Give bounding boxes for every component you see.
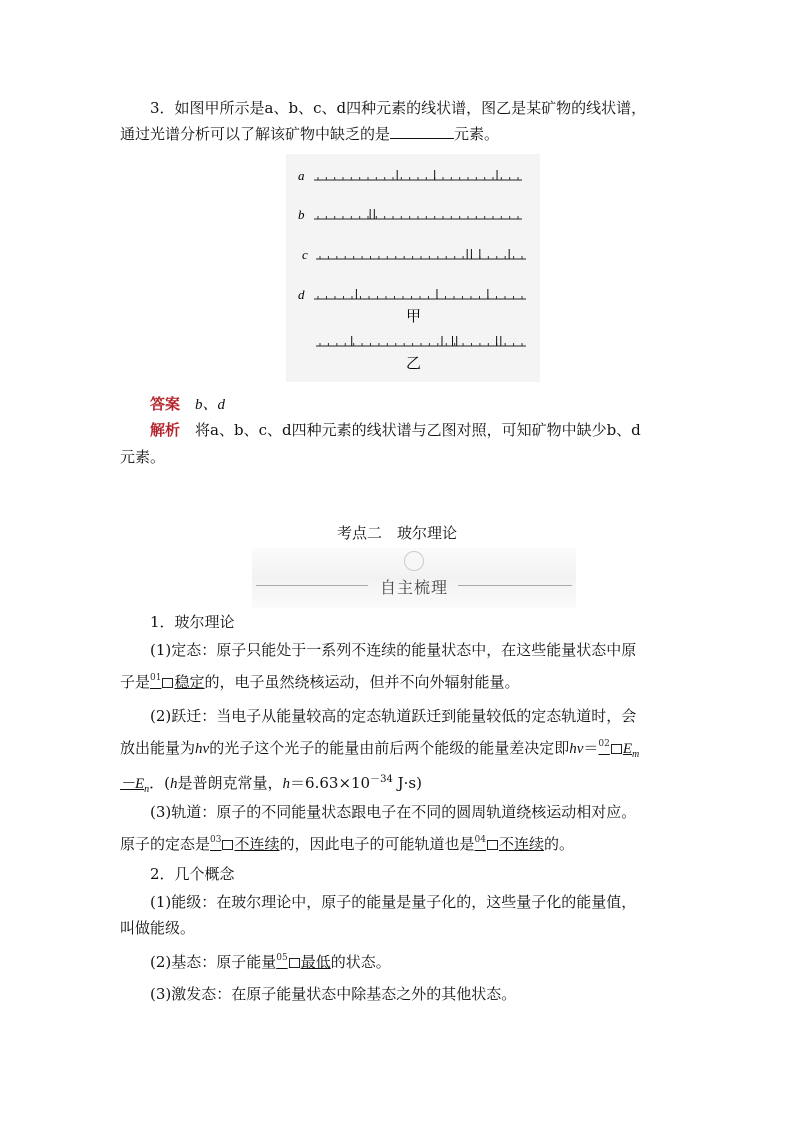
- q3-line-2: [120, 124, 499, 144]
- p1-heading: 1．玻尔理论: [150, 613, 235, 631]
- math-eq: ＝: [583, 739, 599, 757]
- math-E: －E: [120, 776, 145, 792]
- fill-text: 稳定: [174, 673, 205, 691]
- q3-text: 通过光谱分析可以了解该矿物中缺乏的是: [120, 125, 391, 143]
- p1-text: 的。: [543, 835, 574, 853]
- p2-line-1: (1)能级：在玻尔理论中，原子的能量是量子化的，这些量子化的能量值，: [150, 893, 637, 911]
- p2-text: 的状态。: [330, 953, 391, 971]
- p1-line-1: (1)定态：原子只能处于一系列不连续的能量状态中，在这些能量状态中原: [150, 641, 637, 659]
- p1-text: 是普朗克常量，: [177, 774, 283, 792]
- p1-line-2: [120, 672, 520, 695]
- p1-text: 放出能量为: [120, 739, 196, 757]
- fill-number: 01: [150, 673, 162, 683]
- fill-number: 04: [474, 835, 486, 845]
- analysis-text: 将a、b、c、d四种元素的线状谱与乙图对照，可知矿物中缺少b、d: [195, 421, 641, 439]
- math-hv: hν: [569, 741, 584, 757]
- fill-01: [150, 673, 204, 691]
- math-hv: hν: [195, 741, 210, 757]
- fill-04: [475, 835, 544, 853]
- label-d: d: [298, 287, 305, 302]
- box-icon: [289, 958, 300, 968]
- label-b: b: [298, 207, 305, 222]
- math-E: E: [622, 741, 633, 757]
- answer-blank: [390, 124, 454, 139]
- analysis-line-1: [150, 420, 641, 440]
- label-c: c: [302, 247, 308, 262]
- answer-text: b、d: [195, 397, 226, 413]
- analysis-label: 解析: [150, 421, 181, 439]
- label-a: a: [298, 168, 305, 183]
- fill-text: 不连续: [234, 835, 280, 853]
- box-icon: [487, 840, 498, 850]
- math-sub-m: m: [632, 749, 640, 760]
- p2-text: (2)基态：原子能量: [150, 953, 277, 971]
- p1-text: 的光子这个光子的能量由前后两个能级的能量差决定即: [209, 739, 570, 757]
- p1-line-5: [120, 770, 422, 800]
- p1-text: 子是: [120, 673, 151, 691]
- p1-text: J·s): [392, 774, 422, 792]
- analysis-line-2: 元素。: [120, 448, 166, 466]
- caption-yi: 乙: [406, 354, 422, 372]
- p1-line-7: [120, 834, 574, 857]
- fill-text: 不连续: [498, 835, 544, 853]
- p1-text: 原子的定态是: [120, 835, 211, 853]
- p2-line-2: 叫做能级。: [120, 919, 196, 937]
- p2-line-3: [150, 952, 391, 975]
- fill-02: [598, 739, 640, 760]
- box-icon: [162, 678, 173, 688]
- fill-text: 最低: [300, 953, 331, 971]
- math-h: h: [170, 776, 178, 792]
- fill-number: 03: [210, 835, 222, 845]
- p1-text: ．(: [149, 774, 171, 792]
- leaf-icon: [404, 551, 424, 571]
- q3-text-end: 元素。: [454, 125, 500, 143]
- math-h: h: [282, 776, 291, 792]
- spectrum-svg: [286, 154, 540, 382]
- p1-text: 的，电子虽然绕核运动，但并不向外辐射能量。: [204, 673, 520, 691]
- spectrum-figure: [286, 154, 540, 382]
- fill-05: [276, 953, 330, 971]
- fill-number: 05: [276, 953, 288, 963]
- fill-03: [210, 835, 279, 853]
- p1-text: 的，因此电子的可能轨道也是: [279, 835, 475, 853]
- section-banner: [252, 548, 576, 608]
- box-icon: [611, 744, 622, 754]
- p2-line-4: (3)激发态：在原子能量状态中除基态之外的其他状态。: [150, 985, 517, 1003]
- fill-02-cont: [120, 776, 150, 795]
- q3-line-1: 3．如图甲所示是a、b、c、d四种元素的线状谱，图乙是某矿物的线状谱，: [150, 99, 647, 117]
- p2-heading: 2．几个概念: [150, 865, 235, 883]
- box-icon: [222, 840, 233, 850]
- p1-line-6: (3)轨道：原子的不同能量状态跟电子在不同的圆周轨道绕核运动相对应。: [150, 803, 637, 821]
- fill-number: 02: [598, 739, 610, 749]
- answer-label: 答案: [150, 395, 181, 413]
- p1-text: ＝6.63×10: [290, 774, 371, 792]
- p1-line-4: [120, 738, 639, 765]
- p1-line-3: (2)跃迁：当电子从能量较高的定态轨道跃迁到能量较低的定态轨道时，会: [150, 707, 637, 725]
- math-exp: －34: [370, 774, 393, 785]
- section-title: 考点二 玻尔理论: [336, 524, 457, 542]
- math-sub-n: n: [144, 784, 150, 795]
- caption-jia: 甲: [406, 307, 422, 325]
- answer-line: [150, 394, 225, 415]
- banner-text: 自主梳理: [379, 578, 448, 597]
